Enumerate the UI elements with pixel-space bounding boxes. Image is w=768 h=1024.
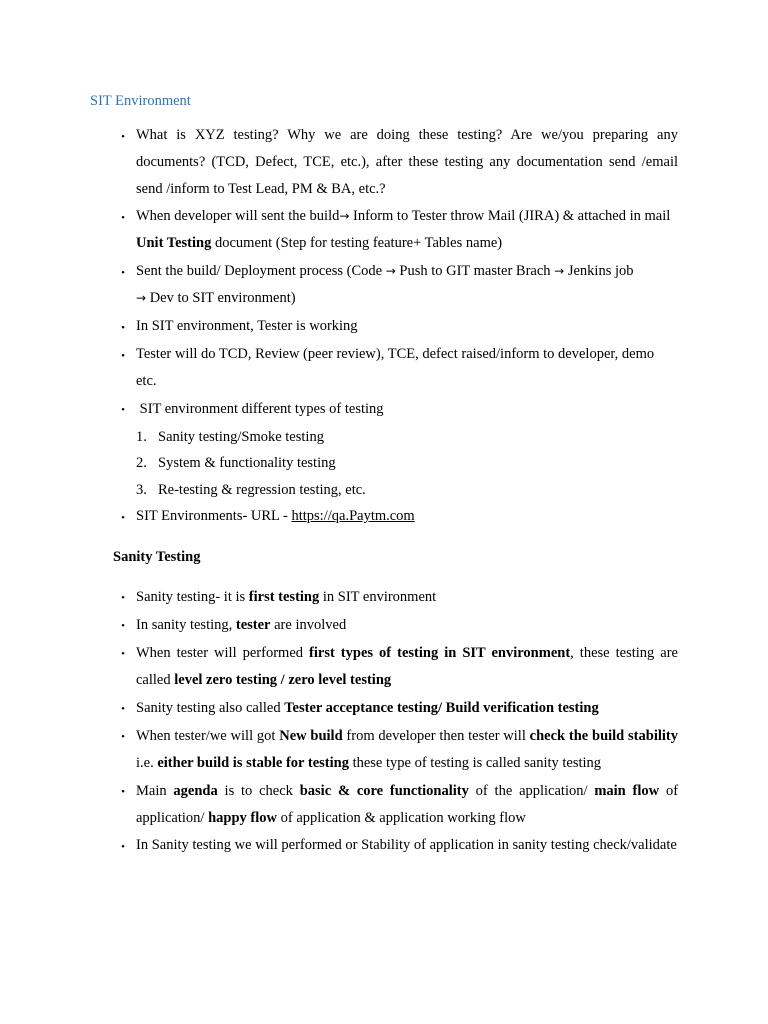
numbered-item: Sanity testing/Smoke testing: [158, 429, 324, 445]
arrow-icon: →: [554, 264, 565, 278]
list-item: When developer will sent the build→ Inform to Tester throw Mail (JIRA) & attached in mail Unit Testing document (Step for testing feature+ Tables name): [136, 208, 671, 251]
arrow-icon: →: [136, 291, 147, 305]
numbered-item: System & functionality testing: [158, 455, 336, 471]
list-item: When tester/we will got New build from developer then tester will check the build stability i.e. either build is stable for testing these type of testing is called sanity testing: [136, 728, 678, 771]
bullet-icon: •: [121, 731, 125, 743]
bullet-icon: •: [121, 212, 125, 224]
bullet-icon: •: [121, 841, 125, 853]
numbered-item: Re-testing & regression testing, etc.: [158, 482, 366, 498]
list-item: In Sanity testing we will performed or Stability of application in sanity testing check/validate: [136, 837, 677, 853]
bullet-icon: •: [121, 592, 125, 604]
section-heading-sanity-testing: Sanity Testing: [113, 549, 201, 565]
bullet-icon: •: [121, 267, 125, 279]
paytm-url-link[interactable]: https://qa.Paytm.com: [291, 508, 415, 524]
bullet-icon: •: [121, 703, 125, 715]
arrow-icon: →: [385, 264, 396, 278]
bullet-icon: •: [121, 350, 125, 362]
arrow-icon: →: [339, 209, 350, 223]
list-item: SIT Environments- URL - https://qa.Paytm.com: [136, 508, 415, 524]
bullet-icon: •: [121, 786, 125, 798]
list-number: 2.: [136, 455, 147, 471]
bullet-icon: •: [121, 322, 125, 334]
list-item: Sanity testing- it is first testing in SIT environment: [136, 589, 437, 605]
list-number: 3.: [136, 482, 147, 498]
bullet-icon: •: [121, 648, 125, 660]
bullet-icon: •: [121, 620, 125, 632]
section-heading-sit-environment: SIT Environment: [90, 93, 191, 109]
list-item: Sanity testing also called Tester acceptance testing/ Build verification testing: [136, 700, 599, 716]
list-number: 1.: [136, 429, 147, 445]
list-item: Tester will do TCD, Review (peer review), TCE, defect raised/inform to developer, demo etc.: [136, 346, 655, 389]
bullet-icon: •: [121, 131, 125, 143]
list-item: Sent the build/ Deployment process (Code → Push to GIT master Brach → Jenkins job → Dev to SIT environment): [136, 263, 634, 306]
list-item: When tester will performed first types of testing in SIT environment, these testing are called level zero testing / zero level testing: [136, 645, 678, 688]
list-item: Main agenda is to check basic & core functionality of the application/ main flow of application/ happy flow of application & application working flow: [136, 783, 679, 826]
list-item: In sanity testing, tester are involved: [136, 617, 347, 633]
bullet-icon: •: [121, 404, 125, 416]
list-item: In SIT environment, Tester is working: [136, 318, 358, 334]
list-item: SIT environment different types of testing: [136, 401, 384, 417]
bullet-icon: •: [121, 512, 125, 524]
list-item: What is XYZ testing? Why we are doing these testing? Are we/you preparing any documents? (TCD, Defect, TCE, etc.), after these testing any documentation send /email send /inform to Test Lead, PM & BA, etc.?: [136, 127, 678, 197]
